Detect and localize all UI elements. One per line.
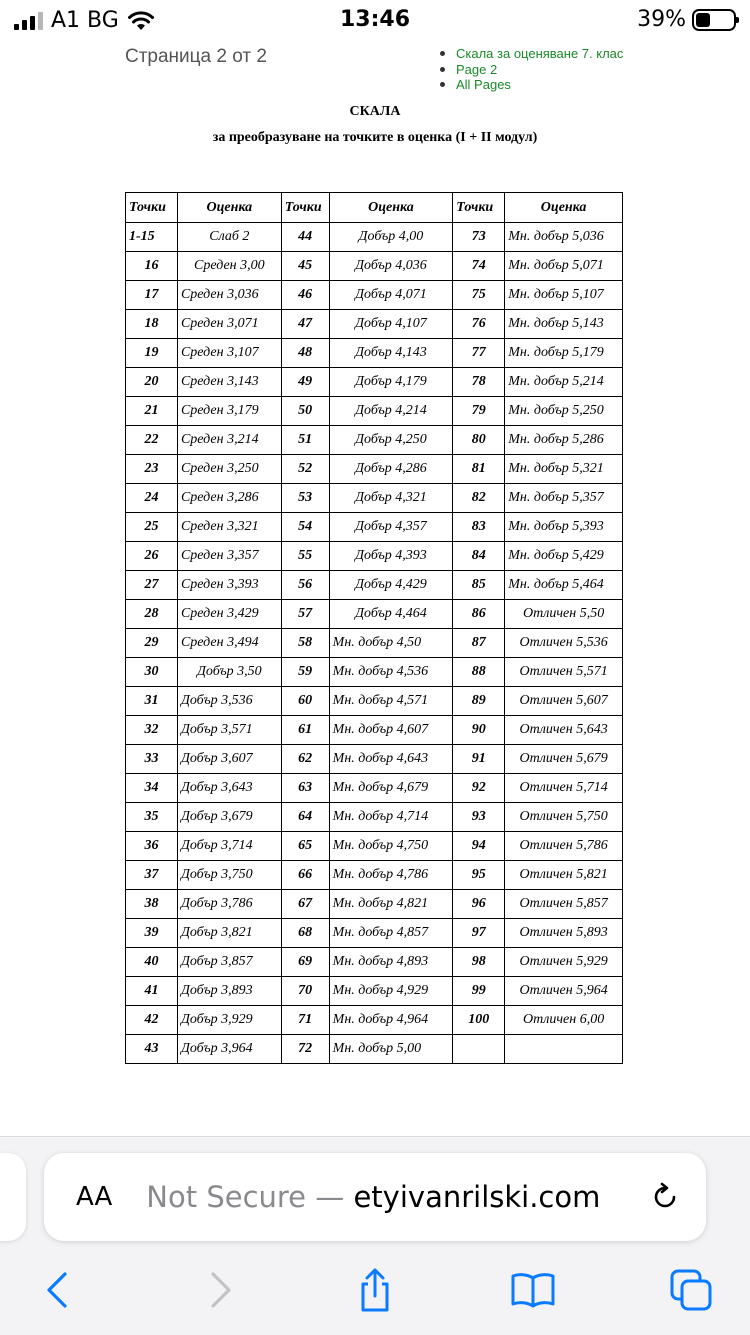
points-cell: 29 — [126, 629, 178, 658]
points-cell: 85 — [453, 571, 505, 600]
grade-cell: Мн. добър 5,321 — [505, 455, 623, 484]
grade-cell — [505, 1035, 623, 1064]
points-cell: 45 — [281, 252, 329, 281]
grade-scale-table — [125, 192, 623, 1064]
points-cell: 19 — [126, 339, 178, 368]
grade-cell: Отличен 5,893 — [505, 919, 623, 948]
points-cell: 56 — [281, 571, 329, 600]
points-cell: 27 — [126, 571, 178, 600]
points-cell: 21 — [126, 397, 178, 426]
grade-cell: Отличен 5,679 — [505, 745, 623, 774]
grade-cell: Среден 3,179 — [177, 397, 281, 426]
points-cell: 64 — [281, 803, 329, 832]
points-cell: 86 — [453, 600, 505, 629]
table-row — [126, 339, 623, 368]
points-cell: 82 — [453, 484, 505, 513]
points-cell: 57 — [281, 600, 329, 629]
points-cell: 97 — [453, 919, 505, 948]
table-row — [126, 948, 623, 977]
grade-cell: Мн. добър 4,893 — [329, 948, 453, 977]
nav-link-page-2[interactable]: Page 2 — [456, 61, 498, 77]
grade-cell: Среден 3,143 — [177, 368, 281, 397]
table-row — [126, 716, 623, 745]
grade-cell: Среден 3,494 — [177, 629, 281, 658]
grade-cell: Отличен 5,714 — [505, 774, 623, 803]
bookmarks-icon — [509, 1270, 557, 1310]
previous-tab-preview[interactable] — [0, 1153, 26, 1241]
table-row — [126, 1035, 623, 1064]
nav-link-item[interactable] — [440, 62, 623, 78]
points-cell: 68 — [281, 919, 329, 948]
points-cell: 39 — [126, 919, 178, 948]
share-button[interactable] — [350, 1265, 400, 1315]
points-cell: 63 — [281, 774, 329, 803]
security-warning: Not Secure — — [146, 1180, 354, 1214]
grade-cell: Мн. добър 4,714 — [329, 803, 453, 832]
grade-cell: Среден 3,357 — [177, 542, 281, 571]
table-row — [126, 1006, 623, 1035]
grade-cell: Добър 3,857 — [177, 948, 281, 977]
grade-cell: Добър 3,50 — [177, 658, 281, 687]
table-row — [126, 977, 623, 1006]
grade-cell: Мн. добър 5,286 — [505, 426, 623, 455]
grade-cell: Добър 3,607 — [177, 745, 281, 774]
table-row — [126, 542, 623, 571]
grade-cell: Мн. добър 5,00 — [329, 1035, 453, 1064]
points-cell: 31 — [126, 687, 178, 716]
points-cell: 78 — [453, 368, 505, 397]
grade-cell: Добър 4,429 — [329, 571, 453, 600]
grade-cell: Отличен 5,964 — [505, 977, 623, 1006]
forward-icon — [205, 1270, 235, 1310]
points-cell: 81 — [453, 455, 505, 484]
points-cell: 62 — [281, 745, 329, 774]
grade-cell: Среден 3,00 — [177, 252, 281, 281]
grade-cell: Мн. добър 5,143 — [505, 310, 623, 339]
points-cell: 30 — [126, 658, 178, 687]
points-cell: 55 — [281, 542, 329, 571]
address-bar[interactable] — [44, 1153, 706, 1241]
points-cell: 16 — [126, 252, 178, 281]
points-cell: 36 — [126, 832, 178, 861]
grade-cell: Мн. добър 4,750 — [329, 832, 453, 861]
table-row — [126, 426, 623, 455]
points-cell: 71 — [281, 1006, 329, 1035]
points-cell: 93 — [453, 803, 505, 832]
grade-cell: Среден 3,036 — [177, 281, 281, 310]
table-row — [126, 774, 623, 803]
grade-cell: Добър 4,036 — [329, 252, 453, 281]
grade-cell: Среден 3,214 — [177, 426, 281, 455]
grade-cell: Добър 3,679 — [177, 803, 281, 832]
table-row — [126, 484, 623, 513]
grade-cell: Отличен 5,50 — [505, 600, 623, 629]
points-cell: 94 — [453, 832, 505, 861]
grade-cell: Добър 4,214 — [329, 397, 453, 426]
grade-cell: Мн. добър 4,50 — [329, 629, 453, 658]
table-row — [126, 629, 623, 658]
points-cell: 75 — [453, 281, 505, 310]
nav-link-all-pages[interactable]: All Pages — [456, 77, 511, 93]
document-title: СКАЛА — [349, 104, 401, 119]
grade-cell: Добър 3,821 — [177, 919, 281, 948]
reload-icon[interactable] — [648, 1180, 682, 1214]
column-header: Оценка — [177, 193, 281, 223]
grade-cell: Отличен 5,786 — [505, 832, 623, 861]
grade-cell: Мн. добър 5,036 — [505, 223, 623, 252]
points-cell: 74 — [453, 252, 505, 281]
grade-cell: Мн. добър 5,071 — [505, 252, 623, 281]
grade-cell: Слаб 2 — [177, 223, 281, 252]
points-cell: 67 — [281, 890, 329, 919]
table-row — [126, 919, 623, 948]
status-bar — [0, 0, 750, 44]
points-cell: 61 — [281, 716, 329, 745]
points-cell: 95 — [453, 861, 505, 890]
points-cell: 66 — [281, 861, 329, 890]
grade-cell: Мн. добър 4,571 — [329, 687, 453, 716]
points-cell: 98 — [453, 948, 505, 977]
column-header: Оценка — [329, 193, 453, 223]
points-cell: 76 — [453, 310, 505, 339]
points-cell: 77 — [453, 339, 505, 368]
grade-cell: Мн. добър 5,393 — [505, 513, 623, 542]
nav-link-scale[interactable]: Скала за оценяване 7. клас — [456, 46, 624, 62]
points-cell: 53 — [281, 484, 329, 513]
grade-cell: Мн. добър 5,107 — [505, 281, 623, 310]
grade-cell: Среден 3,286 — [177, 484, 281, 513]
bullet-icon — [440, 67, 445, 72]
points-cell: 52 — [281, 455, 329, 484]
points-cell: 46 — [281, 281, 329, 310]
points-cell: 44 — [281, 223, 329, 252]
grade-cell: Добър 3,893 — [177, 977, 281, 1006]
grade-cell: Среден 3,321 — [177, 513, 281, 542]
grade-cell: Среден 3,071 — [177, 310, 281, 339]
page-indicator: Страница 2 от 2 — [125, 46, 267, 67]
grade-cell: Добър 3,643 — [177, 774, 281, 803]
points-cell: 69 — [281, 948, 329, 977]
points-cell: 47 — [281, 310, 329, 339]
grade-cell: Добър 4,464 — [329, 600, 453, 629]
points-cell: 72 — [281, 1035, 329, 1064]
column-header: Точки — [281, 193, 329, 223]
grade-cell: Добър 4,00 — [329, 223, 453, 252]
grade-cell: Мн. добър 5,357 — [505, 484, 623, 513]
text-size-button[interactable]: AA — [76, 1182, 113, 1212]
points-cell: 92 — [453, 774, 505, 803]
points-cell: 34 — [126, 774, 178, 803]
points-cell: 60 — [281, 687, 329, 716]
points-cell: 1-15 — [126, 223, 178, 252]
points-cell: 26 — [126, 542, 178, 571]
nav-link-item[interactable] — [440, 46, 623, 62]
page-nav-links — [440, 46, 623, 93]
table-row — [126, 658, 623, 687]
grade-cell: Мн. добър 5,464 — [505, 571, 623, 600]
grade-cell: Добър 3,929 — [177, 1006, 281, 1035]
grade-cell: Добър 3,964 — [177, 1035, 281, 1064]
grade-cell: Среден 3,107 — [177, 339, 281, 368]
grade-cell: Добър 4,143 — [329, 339, 453, 368]
grade-cell: Добър 4,250 — [329, 426, 453, 455]
table-row — [126, 745, 623, 774]
table-row — [126, 223, 623, 252]
grade-cell: Отличен 5,536 — [505, 629, 623, 658]
nav-link-item[interactable] — [440, 77, 623, 93]
points-cell: 51 — [281, 426, 329, 455]
grade-cell: Добър 4,179 — [329, 368, 453, 397]
grade-cell: Добър 4,393 — [329, 542, 453, 571]
tabs-icon — [668, 1267, 714, 1313]
points-cell: 43 — [126, 1035, 178, 1064]
points-cell: 54 — [281, 513, 329, 542]
grade-cell: Отличен 5,929 — [505, 948, 623, 977]
table-row — [126, 600, 623, 629]
table-body — [126, 223, 623, 1064]
carrier-name: A1 BG — [51, 8, 119, 33]
table-row — [126, 368, 623, 397]
battery-icon — [692, 9, 736, 31]
grade-cell: Добър 3,571 — [177, 716, 281, 745]
grade-cell: Отличен 5,750 — [505, 803, 623, 832]
grade-cell: Мн. добър 4,679 — [329, 774, 453, 803]
grade-cell: Добър 4,286 — [329, 455, 453, 484]
points-cell: 28 — [126, 600, 178, 629]
points-cell: 88 — [453, 658, 505, 687]
grade-cell: Добър 3,714 — [177, 832, 281, 861]
grade-cell: Мн. добър 5,429 — [505, 542, 623, 571]
table-row — [126, 455, 623, 484]
bullet-icon — [440, 51, 445, 56]
points-cell: 33 — [126, 745, 178, 774]
table-row — [126, 513, 623, 542]
points-cell: 89 — [453, 687, 505, 716]
browser-toolbar — [0, 1265, 750, 1315]
grade-cell: Мн. добър 4,786 — [329, 861, 453, 890]
grade-cell: Среден 3,393 — [177, 571, 281, 600]
points-cell: 80 — [453, 426, 505, 455]
forward-button[interactable] — [195, 1265, 245, 1315]
points-cell — [453, 1035, 505, 1064]
points-cell: 24 — [126, 484, 178, 513]
back-button[interactable] — [33, 1265, 83, 1315]
grade-cell: Мн. добър 5,214 — [505, 368, 623, 397]
bookmarks-button[interactable] — [508, 1265, 558, 1315]
url-field[interactable] — [146, 1180, 648, 1214]
points-cell: 20 — [126, 368, 178, 397]
grade-cell: Мн. добър 4,821 — [329, 890, 453, 919]
grade-cell: Добър 3,536 — [177, 687, 281, 716]
points-cell: 32 — [126, 716, 178, 745]
points-cell: 35 — [126, 803, 178, 832]
column-header: Точки — [126, 193, 178, 223]
column-header: Оценка — [505, 193, 623, 223]
points-cell: 96 — [453, 890, 505, 919]
grade-cell: Отличен 5,571 — [505, 658, 623, 687]
grade-cell: Мн. добър 4,929 — [329, 977, 453, 1006]
grade-cell: Отличен 5,857 — [505, 890, 623, 919]
grade-cell: Среден 3,250 — [177, 455, 281, 484]
browser-bottom-bar — [0, 1136, 750, 1335]
grade-cell: Добър 3,786 — [177, 890, 281, 919]
battery-percent: 39% — [637, 7, 686, 32]
points-cell: 37 — [126, 861, 178, 890]
grade-cell: Мн. добър 4,607 — [329, 716, 453, 745]
points-cell: 70 — [281, 977, 329, 1006]
grade-cell: Мн. добър 4,536 — [329, 658, 453, 687]
points-cell: 25 — [126, 513, 178, 542]
points-cell: 38 — [126, 890, 178, 919]
table-row — [126, 310, 623, 339]
table-row — [126, 861, 623, 890]
points-cell: 99 — [453, 977, 505, 1006]
back-icon — [43, 1270, 73, 1310]
grade-cell: Мн. добър 5,250 — [505, 397, 623, 426]
grade-cell: Добър 4,357 — [329, 513, 453, 542]
points-cell: 18 — [126, 310, 178, 339]
grade-cell: Отличен 6,00 — [505, 1006, 623, 1035]
grade-cell: Мн. добър 4,964 — [329, 1006, 453, 1035]
table-row — [126, 803, 623, 832]
grade-cell: Мн. добър 4,643 — [329, 745, 453, 774]
points-cell: 90 — [453, 716, 505, 745]
bullet-icon — [440, 82, 445, 87]
points-cell: 40 — [126, 948, 178, 977]
points-cell: 59 — [281, 658, 329, 687]
table-row — [126, 832, 623, 861]
points-cell: 50 — [281, 397, 329, 426]
clock: 13:46 — [339, 7, 411, 32]
table-row — [126, 890, 623, 919]
url-domain: etyivanrilski.com — [353, 1180, 601, 1214]
points-cell: 100 — [453, 1006, 505, 1035]
grade-cell: Добър 4,321 — [329, 484, 453, 513]
points-cell: 23 — [126, 455, 178, 484]
grade-cell: Отличен 5,821 — [505, 861, 623, 890]
points-cell: 83 — [453, 513, 505, 542]
table-row — [126, 397, 623, 426]
tabs-button[interactable] — [666, 1265, 716, 1315]
points-cell: 58 — [281, 629, 329, 658]
grade-cell: Мн. добър 5,179 — [505, 339, 623, 368]
points-cell: 49 — [281, 368, 329, 397]
column-header: Точки — [453, 193, 505, 223]
table-row — [126, 252, 623, 281]
table-row — [126, 571, 623, 600]
grade-cell: Среден 3,429 — [177, 600, 281, 629]
table-row — [126, 281, 623, 310]
points-cell: 84 — [453, 542, 505, 571]
grade-cell: Мн. добър 4,857 — [329, 919, 453, 948]
grade-cell: Отличен 5,643 — [505, 716, 623, 745]
points-cell: 22 — [126, 426, 178, 455]
points-cell: 73 — [453, 223, 505, 252]
points-cell: 91 — [453, 745, 505, 774]
points-cell: 87 — [453, 629, 505, 658]
grade-cell: Добър 4,071 — [329, 281, 453, 310]
points-cell: 42 — [126, 1006, 178, 1035]
table-header-row — [126, 193, 623, 223]
document-subtitle: за преобразуване на точките в оценка (I + II модул) — [212, 130, 538, 145]
table-row — [126, 687, 623, 716]
grade-cell: Добър 3,750 — [177, 861, 281, 890]
points-cell: 65 — [281, 832, 329, 861]
points-cell: 41 — [126, 977, 178, 1006]
grade-cell: Добър 4,107 — [329, 310, 453, 339]
points-cell: 48 — [281, 339, 329, 368]
grade-cell: Отличен 5,607 — [505, 687, 623, 716]
points-cell: 79 — [453, 397, 505, 426]
share-icon — [355, 1266, 395, 1314]
points-cell: 17 — [126, 281, 178, 310]
